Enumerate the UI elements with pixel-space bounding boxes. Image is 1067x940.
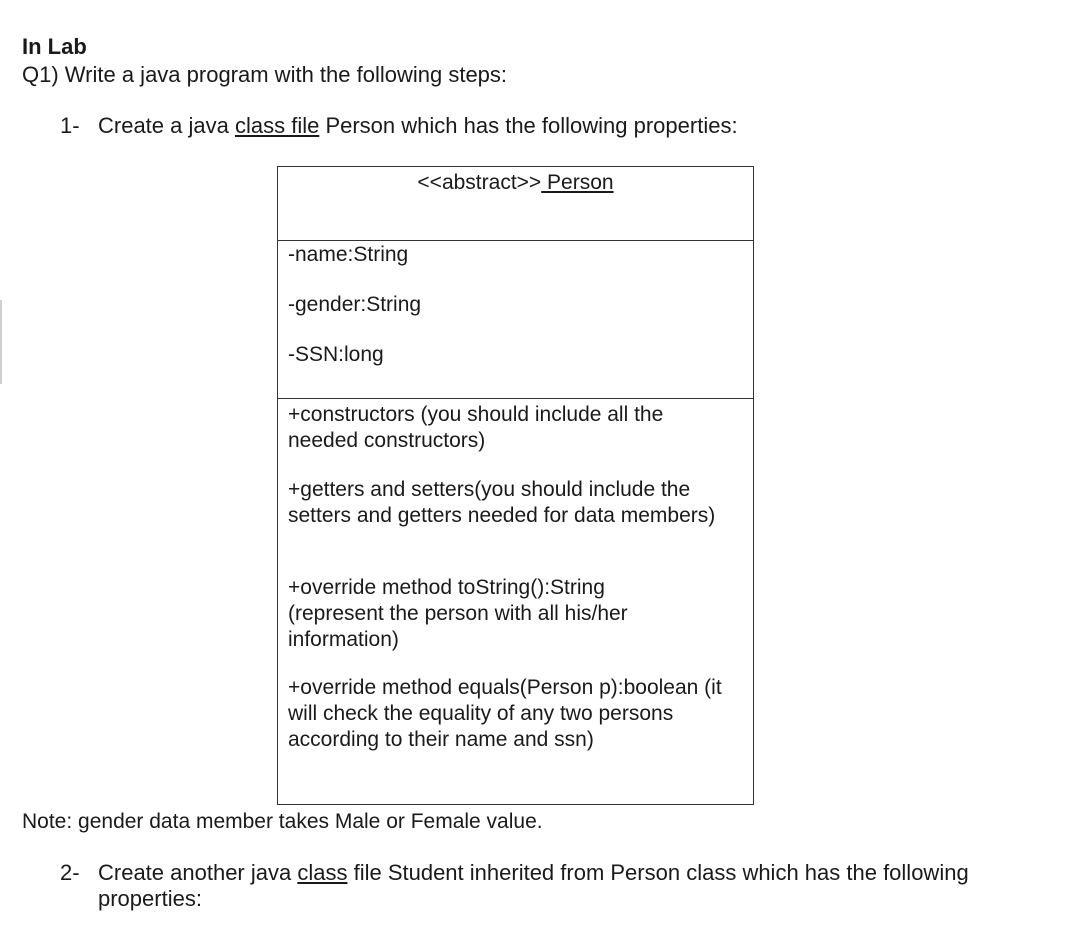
uml-attribute-gender: -gender:String — [288, 293, 422, 316]
uml-operation-getters-setters: +getters and setters(you should include the setters and getters needed for data members) — [288, 478, 716, 527]
uml-class-diagram — [277, 166, 754, 805]
uml-stereotype: <<abstract>> — [417, 171, 542, 194]
step-2-text — [98, 860, 1008, 912]
uml-name-compartment — [278, 167, 753, 241]
step-2 — [60, 860, 1020, 920]
step-1-text-pre: Create a java — [98, 113, 235, 138]
step-1-text-post: Person which has the following properties: — [319, 113, 738, 138]
uml-attribute-compartment — [278, 241, 753, 399]
uml-operation-compartment — [278, 399, 753, 804]
step-1-text — [98, 113, 738, 139]
uml-class-name: Person — [541, 171, 614, 194]
step-2-text-post: file Student inherited from Person class which has the following properties: — [98, 860, 969, 911]
step-1-underlined: class file — [234, 113, 320, 138]
step-2-number: 2- — [60, 860, 80, 885]
step-2-text-pre: Create another java — [98, 860, 298, 885]
gender-note: Note: gender data member takes Male or Female value. — [22, 810, 543, 833]
question-1: Q1) Write a java program with the following steps: — [22, 62, 508, 87]
page-margin-rule — [0, 300, 2, 384]
uml-operation-constructors: +constructors (you should include all the needed constructors) — [288, 403, 664, 452]
step-2-underlined: class — [297, 860, 348, 885]
section-heading: In Lab — [22, 34, 87, 59]
uml-operation-tostring: +override method toString():String (represent the person with all his/her information) — [288, 576, 628, 651]
uml-attribute-ssn: -SSN:long — [288, 343, 384, 366]
step-1 — [60, 113, 960, 143]
uml-operation-equals: +override method equals(Person p):boolean (it will check the equality of any two persons according to their name and ssn) — [288, 676, 722, 751]
uml-attribute-name: -name:String — [288, 243, 409, 266]
step-1-number: 1- — [60, 113, 80, 138]
uml-class-title — [278, 171, 753, 195]
